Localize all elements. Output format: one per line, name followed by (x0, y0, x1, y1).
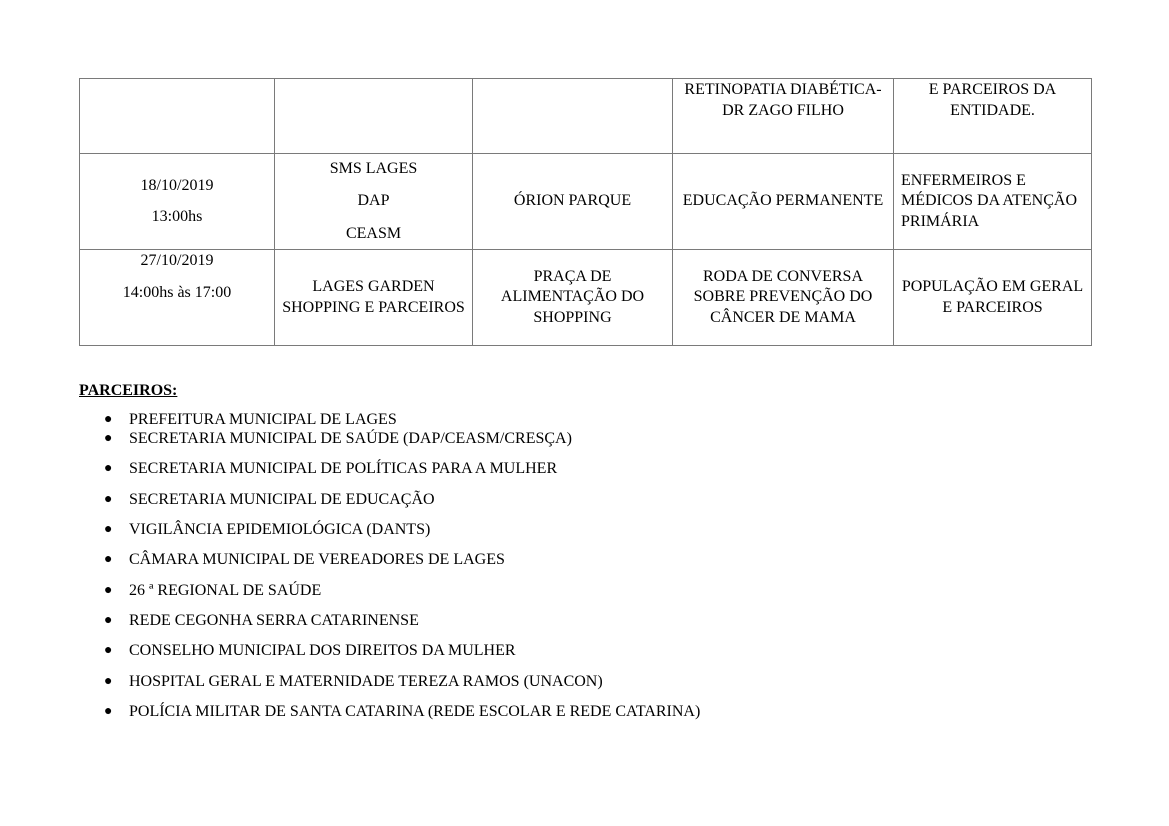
activity-text: RODA DE CONVERSA SOBRE PREVENÇÃO DO CÂNCER DE MAMA (693, 267, 873, 326)
time-text: 13:00hs (151, 208, 203, 225)
bullet-icon: ● (104, 461, 113, 476)
activity-text: EDUCAÇÃO PERMANENTE (682, 192, 884, 210)
organizer-text: DAP (357, 192, 390, 210)
date-cell (80, 250, 275, 346)
bullet-icon: ● (104, 613, 113, 628)
audience-text: POPULAÇÃO EM GERAL E PARCEIROS (901, 278, 1084, 316)
partner-name: CONSELHO MUNICIPAL DOS DIREITOS DA MULHER (129, 642, 516, 659)
activity-cell (673, 250, 894, 346)
organizer-cell (275, 79, 473, 154)
bullet-icon: ● (104, 643, 113, 658)
audience-text: ENFERMEIROS E MÉDICOS DA ATENÇÃO PRIMÁRIA (901, 171, 1078, 230)
organizer-cell (275, 154, 473, 250)
audience-text: E PARCEIROS DA ENTIDADE. (928, 81, 1057, 119)
organizer-cell (275, 250, 473, 346)
date-text: 27/10/2019 (140, 252, 214, 269)
location-text: ÓRION PARQUE (513, 192, 632, 210)
partners-heading: PARCEIROS: (79, 382, 178, 399)
activity-cell (673, 154, 894, 250)
bullet-icon: ● (104, 674, 113, 689)
bullet-icon: ● (104, 522, 113, 537)
date-cell (80, 154, 275, 250)
time-text: 14:00hs às 17:00 (122, 283, 232, 301)
audience-cell (894, 79, 1092, 154)
organizer-text: SMS LAGES (329, 159, 418, 177)
date-text: 18/10/2019 (140, 176, 214, 194)
bullet-icon: ● (104, 431, 113, 446)
partner-name: PREFEITURA MUNICIPAL DE LAGES (129, 411, 397, 428)
bullet-icon: ● (104, 492, 113, 507)
location-text: PRAÇA DE ALIMENTAÇÃO DO SHOPPING (500, 267, 645, 326)
table-row (80, 79, 1092, 154)
activity-text: RETINOPATIA DIABÉTICA-DR ZAGO FILHO (684, 81, 882, 119)
table-row (80, 154, 1092, 250)
audience-cell (894, 154, 1092, 250)
partner-name: CÂMARA MUNICIPAL DE VEREADORES DE LAGES (129, 551, 505, 568)
activity-cell (673, 79, 894, 154)
location-cell (473, 79, 673, 154)
partner-name: SECRETARIA MUNICIPAL DE SAÚDE (DAP/CEASM/CRESÇA) (129, 430, 572, 447)
schedule-table (79, 78, 1092, 346)
partner-name: 26 ª REGIONAL DE SAÚDE (129, 582, 322, 599)
bullet-icon: ● (104, 704, 113, 719)
partner-name: REDE CEGONHA SERRA CATARINENSE (129, 612, 419, 629)
bullet-icon: ● (104, 412, 113, 427)
audience-cell (894, 250, 1092, 346)
partner-name: HOSPITAL GERAL E MATERNIDADE TEREZA RAMOS (UNACON) (129, 673, 603, 690)
location-cell (473, 250, 673, 346)
bullet-icon: ● (104, 583, 113, 598)
location-cell (473, 154, 673, 250)
partner-name: POLÍCIA MILITAR DE SANTA CATARINA (REDE ESCOLAR E REDE CATARINA) (129, 703, 701, 720)
organizer-text: LAGES GARDEN SHOPPING E PARCEIROS (282, 278, 465, 316)
bullet-icon: ● (104, 552, 113, 567)
partner-name: SECRETARIA MUNICIPAL DE EDUCAÇÃO (129, 491, 435, 508)
date-cell (80, 79, 275, 154)
partner-name: VIGILÂNCIA EPIDEMIOLÓGICA (DANTS) (129, 521, 431, 538)
partner-name: SECRETARIA MUNICIPAL DE POLÍTICAS PARA A MULHER (129, 460, 558, 477)
table-row (80, 250, 1092, 346)
organizer-text: CEASM (345, 224, 402, 242)
